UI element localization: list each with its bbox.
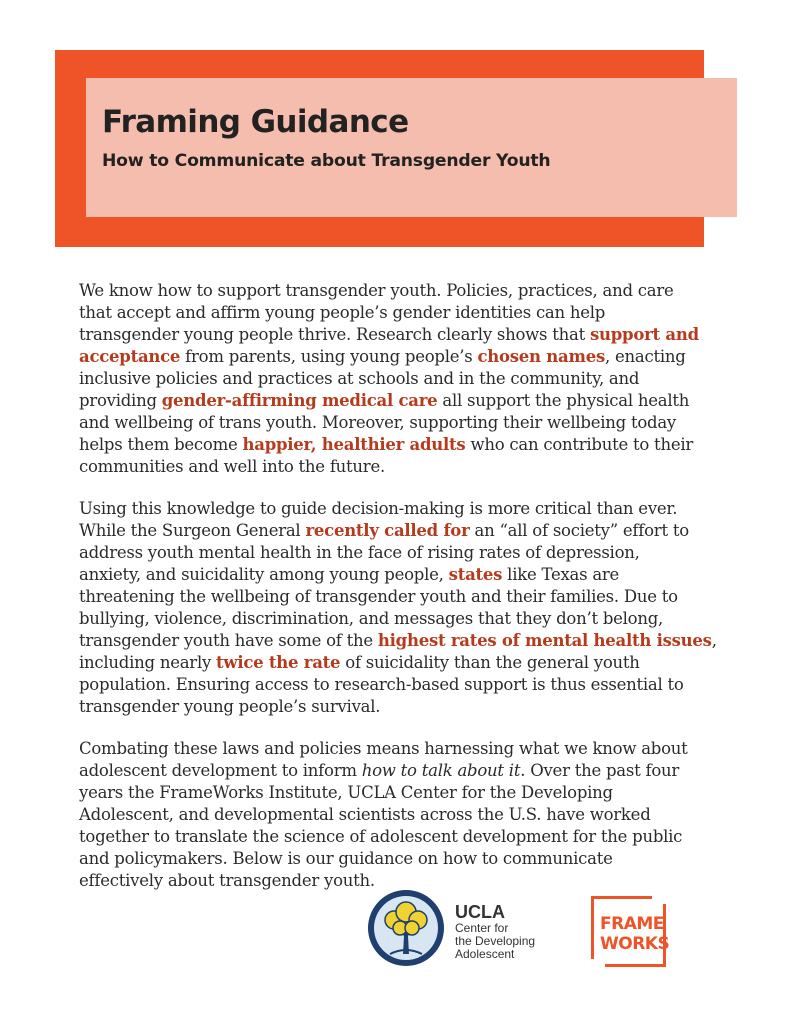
text-run: together to translate the science of adolescent development for the public	[79, 827, 683, 846]
body-text	[79, 280, 719, 912]
text-line	[79, 674, 719, 696]
highlighted-phrase: chosen names	[477, 347, 605, 366]
highlighted-phrase: gender-affirming medical care	[161, 391, 438, 410]
body-paragraph	[79, 738, 719, 892]
frameworks-logo	[591, 896, 670, 967]
text-run: and policymakers. Below is our guidance on how to communicate	[79, 849, 613, 868]
text-line	[79, 630, 719, 652]
text-line	[79, 564, 719, 586]
highlighted-phrase: twice the rate	[216, 653, 341, 672]
text-line	[79, 456, 719, 478]
text-line	[79, 804, 719, 826]
highlighted-phrase: acceptance	[79, 347, 181, 366]
text-line	[79, 848, 719, 870]
body-paragraph	[79, 280, 719, 478]
text-run: bullying, violence, discrimination, and messages that they don’t belong,	[79, 609, 664, 628]
frameworks-logo-notch	[591, 959, 605, 967]
text-run: that accept and affirm young people’s gender identities can help	[79, 303, 606, 322]
text-run: from parents, using young people’s	[180, 347, 478, 366]
text-line	[79, 302, 719, 324]
highlighted-phrase: highest rates of mental health issues	[377, 631, 712, 650]
text-run: including nearly	[79, 653, 217, 672]
text-run: like Texas are	[502, 565, 620, 584]
text-run: transgender youth have some of the	[79, 631, 378, 650]
frameworks-logo-notch	[652, 896, 666, 904]
text-line	[79, 542, 719, 564]
text-line	[79, 346, 719, 368]
text-line	[79, 434, 719, 456]
text-run: who can contribute to their	[465, 435, 693, 454]
ucla-wordmark	[455, 902, 535, 961]
text-line	[79, 280, 719, 302]
text-run: Using this knowledge to guide decision-making is more critical than ever.	[79, 499, 678, 518]
text-run: effectively about transgender youth.	[79, 871, 375, 890]
page-subtitle: How to Communicate about Transgender Youth	[102, 151, 551, 171]
text-line	[79, 760, 719, 782]
text-run: providing	[79, 391, 162, 410]
text-run: threatening the wellbeing of transgender youth and their families. Due to	[79, 587, 678, 606]
text-line	[79, 520, 719, 542]
header-card	[86, 78, 737, 217]
ucla-name: UCLA	[455, 902, 505, 922]
text-run: transgender young people’s survival.	[79, 697, 381, 716]
text-run: We know how to support transgender youth. Policies, practices, and care	[79, 281, 674, 300]
text-run: years the FrameWorks Institute, UCLA Center for the Developing	[79, 783, 613, 802]
text-run: . Over the past four	[520, 761, 680, 780]
text-run: of suicidality than the general youth	[340, 653, 640, 672]
text-run: adolescent development to inform	[79, 761, 362, 780]
text-line	[79, 586, 719, 608]
page-title: Framing Guidance	[102, 104, 409, 140]
text-run: an “all of society” effort to	[469, 521, 689, 540]
text-line	[79, 652, 719, 674]
text-line	[79, 738, 719, 760]
text-run: Combating these laws and policies means harnessing what we know about	[79, 739, 688, 758]
text-run: and wellbeing of trans youth. Moreover, supporting their wellbeing today	[79, 413, 677, 432]
text-run: ,	[711, 631, 717, 650]
text-line	[79, 498, 719, 520]
text-run: Adolescent, and developmental scientists across the U.S. have worked	[79, 805, 651, 824]
text-run: population. Ensuring access to research-based support is thus essential to	[79, 675, 684, 694]
frameworks-logo-line-1: FRAME	[600, 914, 664, 934]
text-run: communities and well into the future.	[79, 457, 385, 476]
text-run: transgender young people thrive. Research clearly shows that	[79, 325, 590, 344]
italic-phrase: how to talk about it	[361, 761, 521, 780]
highlighted-phrase: states	[448, 565, 503, 584]
ucla-sub-line-3: Adolescent	[455, 947, 515, 961]
text-run: inclusive policies and practices at schools and in the community, and	[79, 369, 640, 388]
text-run: helps them become	[79, 435, 243, 454]
text-line	[79, 696, 719, 718]
highlighted-phrase: recently called for	[305, 521, 470, 540]
highlighted-phrase: happier, healthier adults	[242, 435, 466, 454]
ucla-sub-line-2: the Developing	[455, 934, 536, 948]
text-line	[79, 608, 719, 630]
highlighted-phrase: support and	[589, 325, 699, 344]
ucla-sub-line-1: Center for	[455, 921, 509, 935]
text-run: While the Surgeon General	[79, 521, 306, 540]
text-line	[79, 826, 719, 848]
text-line	[79, 412, 719, 434]
ucla-tree-emblem-icon	[366, 888, 446, 968]
text-run: anxiety, and suicidality among young people,	[79, 565, 449, 584]
text-run: address youth mental health in the face of rising rates of depression,	[79, 543, 640, 562]
text-run: , enacting	[604, 347, 686, 366]
text-line	[79, 782, 719, 804]
text-line	[79, 324, 719, 346]
text-line	[79, 368, 719, 390]
text-run: all support the physical health	[437, 391, 690, 410]
body-paragraph	[79, 498, 719, 718]
frameworks-logo-line-2: WORKS	[600, 934, 670, 954]
text-line	[79, 390, 719, 412]
